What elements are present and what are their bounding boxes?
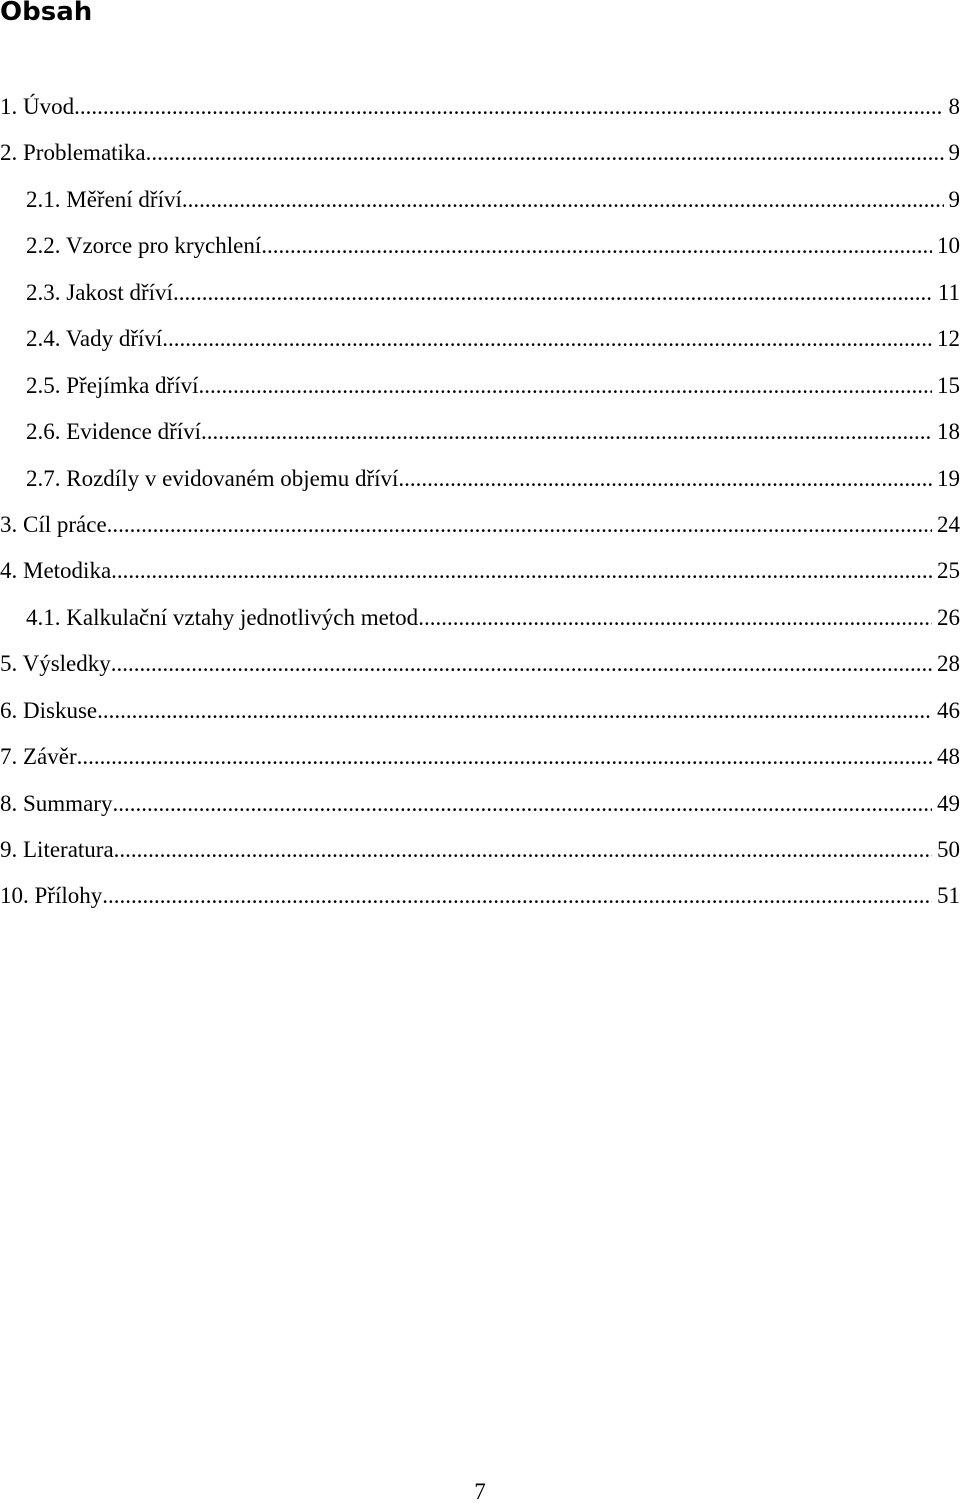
toc-entry-label: 2.1. Měření dříví [26,186,182,212]
toc-entry[interactable] [0,177,960,223]
toc-entry-page: 18 [937,419,960,445]
toc-entry[interactable] [0,316,960,362]
toc-dot-leader [74,84,943,130]
toc-entry[interactable] [0,270,960,316]
toc-entry-label: 9. Literatura [0,837,114,862]
toc-entry-label: 8. Summary [0,790,113,816]
toc-entry[interactable] [0,548,960,594]
toc-entry[interactable] [0,363,960,409]
toc-entry-label: 10. Přílohy [0,883,103,909]
toc-entry-page: 19 [937,465,960,491]
toc-entry-page: 48 [937,744,960,770]
page-number: 7 [474,1479,486,1504]
toc-dot-leader [198,363,932,409]
toc-entry[interactable] [0,734,960,780]
toc-entry-page: 46 [937,697,960,723]
toc-entry-label: 2.5. Přejímka dříví [26,372,199,398]
toc-entry-page: 25 [937,558,960,584]
toc-entry-label: 2. Problematika [0,140,146,166]
toc-dot-leader [162,316,932,362]
toc-dot-leader [146,130,944,176]
toc-entry-label: 1. Úvod [0,94,75,119]
toc-dot-leader [114,827,932,873]
toc-entry-page: 26 [937,604,960,630]
toc-dot-leader [418,595,932,641]
toc-entry-page: 9 [948,186,960,212]
toc-dot-leader [111,548,932,594]
toc-entry-label: 2.2. Vzorce pro krychlení [26,233,262,259]
toc-entry-label: 2.7. Rozdíly v evidovaném objemu dříví [26,465,399,491]
toc-entry[interactable] [0,781,960,827]
toc-entry-page: 9 [948,140,960,166]
toc-entry-label: 5. Výsledky [0,651,111,677]
page-title: Obsah [0,0,93,27]
toc-entry-label: 2.4. Vady dříví [26,326,163,352]
toc-dot-leader [97,688,932,734]
toc-entry-page: 24 [937,511,960,537]
toc-entry-page: 28 [937,651,960,677]
toc-dot-leader [111,641,932,687]
toc-entry-label: 4.1. Kalkulační vztahy jednotlivých metod [26,604,419,630]
toc-dot-leader [112,781,932,827]
toc-dot-leader [173,270,933,316]
toc-entry[interactable] [0,84,960,130]
toc-entry[interactable] [0,595,960,641]
toc-entry[interactable] [0,873,960,919]
toc-dot-leader [261,223,932,269]
toc-entry-page: 49 [937,790,960,816]
toc-dot-leader [182,177,944,223]
toc-entry[interactable] [0,130,960,176]
toc-entry-label: 2.3. Jakost dříví [26,279,173,305]
toc-entry-page: 51 [937,883,960,909]
toc-entry[interactable] [0,502,960,548]
toc-dot-leader [201,409,932,455]
toc-entry[interactable] [0,827,960,873]
toc-entry-label: 3. Cíl práce [0,511,107,537]
table-of-contents [0,84,960,920]
toc-entry[interactable] [0,456,960,502]
toc-entry-page: 12 [937,326,960,352]
toc-dot-leader [77,734,932,780]
toc-entry-page: 15 [937,372,960,398]
toc-entry-label: 7. Závěr [0,744,77,770]
toc-entry-page: 50 [937,837,960,862]
toc-dot-leader [102,873,932,919]
toc-entry[interactable] [0,223,960,269]
toc-entry-label: 4. Metodika [0,558,112,584]
toc-entry-page: 8 [948,94,960,119]
toc-entry-label: 2.6. Evidence dříví [26,419,202,445]
toc-entry[interactable] [0,641,960,687]
toc-entry[interactable] [0,409,960,455]
toc-dot-leader [107,502,932,548]
toc-entry[interactable] [0,688,960,734]
toc-entry-page: 10 [937,233,960,259]
toc-entry-page: 11 [937,279,960,305]
toc-entry-label: 6. Diskuse [0,697,98,723]
toc-dot-leader [398,456,932,502]
